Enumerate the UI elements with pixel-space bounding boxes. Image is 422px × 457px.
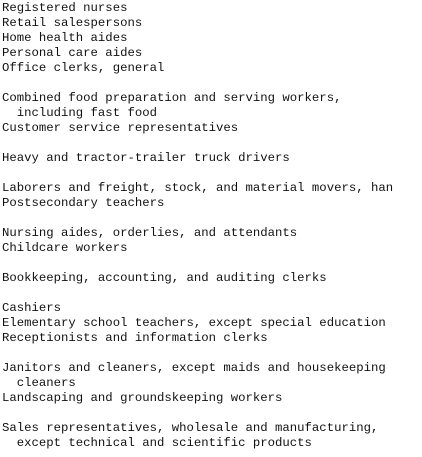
list-item: Landscaping and groundskeeping workers xyxy=(2,391,283,405)
blank-line xyxy=(2,76,422,91)
list-item-continuation: including fast food xyxy=(2,106,157,120)
list-item-continuation: cleaners xyxy=(2,376,76,390)
blank-line xyxy=(2,286,422,301)
blank-line xyxy=(2,211,422,226)
blank-line xyxy=(2,166,422,181)
list-item: Registered nurses xyxy=(2,1,128,15)
list-item: Sales representatives, wholesale and manufacturing, xyxy=(2,421,379,435)
list-item: Customer service representatives xyxy=(2,121,239,135)
blank-line xyxy=(2,346,422,361)
list-item: Office clerks, general xyxy=(2,61,165,75)
list-item: Cashiers xyxy=(2,301,62,315)
list-item: Heavy and tractor-trailer truck drivers xyxy=(2,151,290,165)
list-item-continuation: except technical and scientific products xyxy=(2,436,312,450)
list-item: Personal care aides xyxy=(2,46,143,60)
list-item: Retail salespersons xyxy=(2,16,143,30)
list-item: Elementary school teachers, except special education xyxy=(2,316,386,330)
occupation-list xyxy=(2,1,422,457)
list-item: Nursing aides, orderlies, and attendants xyxy=(2,226,298,240)
blank-line xyxy=(2,256,422,271)
list-item: Janitors and cleaners, except maids and housekeeping xyxy=(2,361,386,375)
list-item: Postsecondary teachers xyxy=(2,196,165,210)
blank-line xyxy=(2,136,422,151)
list-item: Receptionists and information clerks xyxy=(2,331,268,345)
list-item: Home health aides xyxy=(2,31,128,45)
list-item: Combined food preparation and serving workers, xyxy=(2,91,342,105)
list-item: Laborers and freight, stock, and material movers, han xyxy=(2,181,394,195)
list-item: Bookkeeping, accounting, and auditing clerks xyxy=(2,271,327,285)
blank-line xyxy=(2,406,422,421)
list-item: Childcare workers xyxy=(2,241,128,255)
